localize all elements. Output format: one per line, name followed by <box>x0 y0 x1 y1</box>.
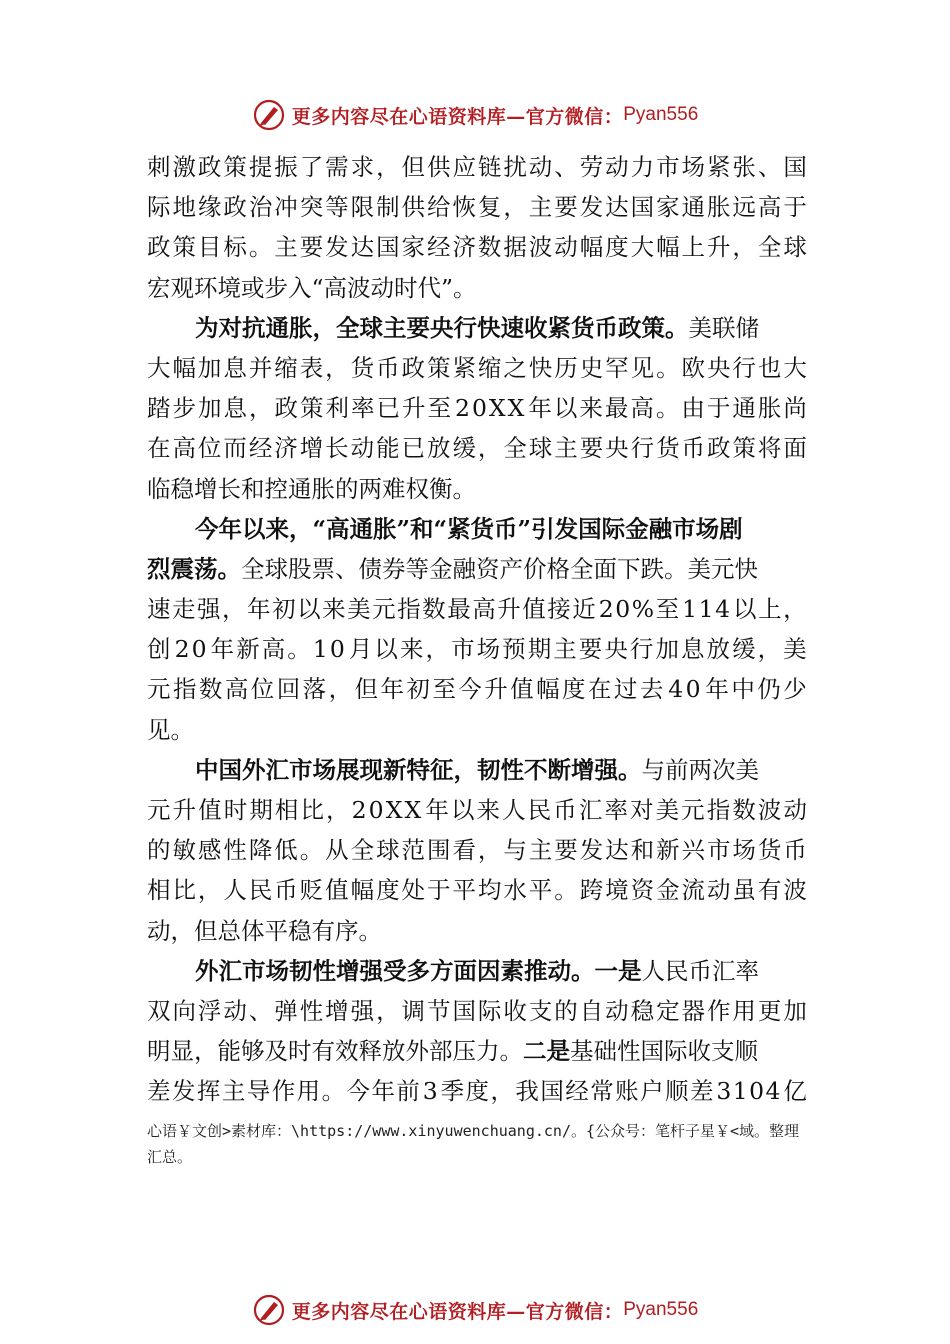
text-line: 的 敏 感 性 降 低 。 从 全 球 范 围 看 ， 与 主 要 发 达 和 新 兴 市 场 货 币 <box>147 836 807 865</box>
text-line: 政 策 目 标 。 主 要 发 达 国 家 经 济 数 据 波 动 幅 度 大 幅 上 升 ， 全 球 <box>147 233 807 262</box>
banner-text: 更多内容尽在心语资料库—官方微信： <box>291 105 624 128</box>
paragraph-5 <box>147 951 807 1112</box>
text-line: 宏观环境或步入“高波动时代”。 <box>147 273 477 302</box>
text-line: 刺 激 政 策 提 振 了 需 求 ， 但 供 应 链 扰 动 、 劳 动 力 市 场 紧 张 、 国 <box>147 153 807 181</box>
text-line: 烈震荡。 全球股票、债券等金融资产价格全面下跌。美元快 <box>147 549 807 589</box>
text-line: 元 升 值 时 期 相 比 ， 2 0 X X 年 以 来 人 民 币 汇 率 对 美 元 指 数 波 动 <box>147 796 807 824</box>
bottom-banner <box>0 1288 950 1332</box>
bold-lead: 外汇市场韧性增强受多方面因素推动。 <box>195 956 595 985</box>
bold-lead: 中国外汇市场展现新特征，韧性不断增强。 <box>195 755 642 784</box>
paragraph-4 <box>147 750 807 951</box>
pen-logo-icon <box>252 1293 286 1327</box>
document-body <box>147 147 807 1112</box>
source-note <box>147 1118 847 1170</box>
text-line: 创 2 0 年 新 高 。 1 0 月 以 来 ， 市 场 预 期 主 要 央 行 加 息 放 缓 ， 美 <box>147 635 807 664</box>
top-banner <box>0 93 950 137</box>
paragraph-3 <box>147 509 807 750</box>
bold-lead: 为对抗通胀，全球主要央行快速收紧货币政策。 <box>195 313 689 342</box>
text-line: 速 走 强 ， 年 初 以 来 美 元 指 数 最 高 升 值 接 近 2 0 % 至 1 1 4 以 上 ， <box>147 595 807 624</box>
text-line: 双 向 浮 动 、 弹 性 增 强 ， 调 节 国 际 收 支 的 自 动 稳 定 器 作 用 更 加 <box>147 996 807 1025</box>
text-line: 大 幅 加 息 并 缩 表 ， 货 币 政 策 紧 缩 之 快 历 史 罕 见 。 欧 央 行 也 大 <box>147 353 807 382</box>
paragraph-2 <box>147 308 807 509</box>
text-line: 际 地 缘 政 治 冲 突 等 限 制 供 给 恢 复 ， 主 要 发 达 国 家 通 胀 远 高 于 <box>147 193 807 222</box>
source-note-line-2: 汇总。 <box>147 1148 193 1166</box>
text-line: 明显，能够及时有效释放外部压力。 二是 基础性国际收支顺 <box>147 1031 807 1071</box>
text-line: 在 高 位 而 经 济 增 长 动 能 已 放 缓 ， 全 球 主 要 央 行 货 币 政 策 将 面 <box>147 434 807 463</box>
source-note-line-1: 心语￥文创>素材库：\https://www.xinyuwenchuang.cn/。{公众号：笔杆子星￥<域。整理 <box>147 1122 800 1140</box>
banner-text: 更多内容尽在心语资料库—官方微信： <box>291 1300 624 1323</box>
text-line: 中国外汇市场展现新特征，韧性不断增强。 与前两次美 <box>147 750 807 790</box>
banner-wechat-id: Pyan556 <box>623 1299 699 1320</box>
bold-marker-first: 一是 <box>594 956 642 985</box>
bold-marker-second: 二是 <box>523 1037 570 1066</box>
text-line: 见。 <box>147 715 194 744</box>
text-line: 元 指 数 高 位 回 落 ， 但 年 初 至 今 升 值 幅 度 在 过 去 4 0 年 中 仍 少 <box>147 675 807 704</box>
text-line: 临稳增长和控通胀的两难权衡。 <box>147 474 476 503</box>
text-line: 踏 步 加 息 ， 政 策 利 率 已 升 至 2 0 X X 年 以 来 最 高 。 由 于 通 胀 尚 <box>147 394 807 423</box>
banner-wechat-id: Pyan556 <box>623 104 699 125</box>
text-line: 相 比 ， 人 民 币 贬 值 幅 度 处 于 平 均 水 平 。 跨 境 资 金 流 动 虽 有 波 <box>147 876 807 905</box>
text-line: 差 发 挥 主 导 作 用 。 今 年 前 3 季 度 ， 我 国 经 常 账 户 顺 差 3 1 0 4 亿 <box>147 1077 807 1106</box>
bold-lead: 今年以来，“高通胀”和“紧货币”引发国际金融市场剧 <box>195 514 743 543</box>
text-line <box>147 509 807 549</box>
text-line: 为对抗通胀，全球主要央行快速收紧货币政策。 美联储 <box>147 308 807 348</box>
text-line: 外汇市场韧性增强受多方面因素推动。 一是 人民币汇率 <box>147 951 807 991</box>
paragraph-1 <box>147 147 807 308</box>
bold-lead-continued: 烈震荡。 <box>147 554 241 583</box>
pen-logo-icon <box>252 98 286 132</box>
text-line: 动，但总体平稳有序。 <box>147 916 382 945</box>
